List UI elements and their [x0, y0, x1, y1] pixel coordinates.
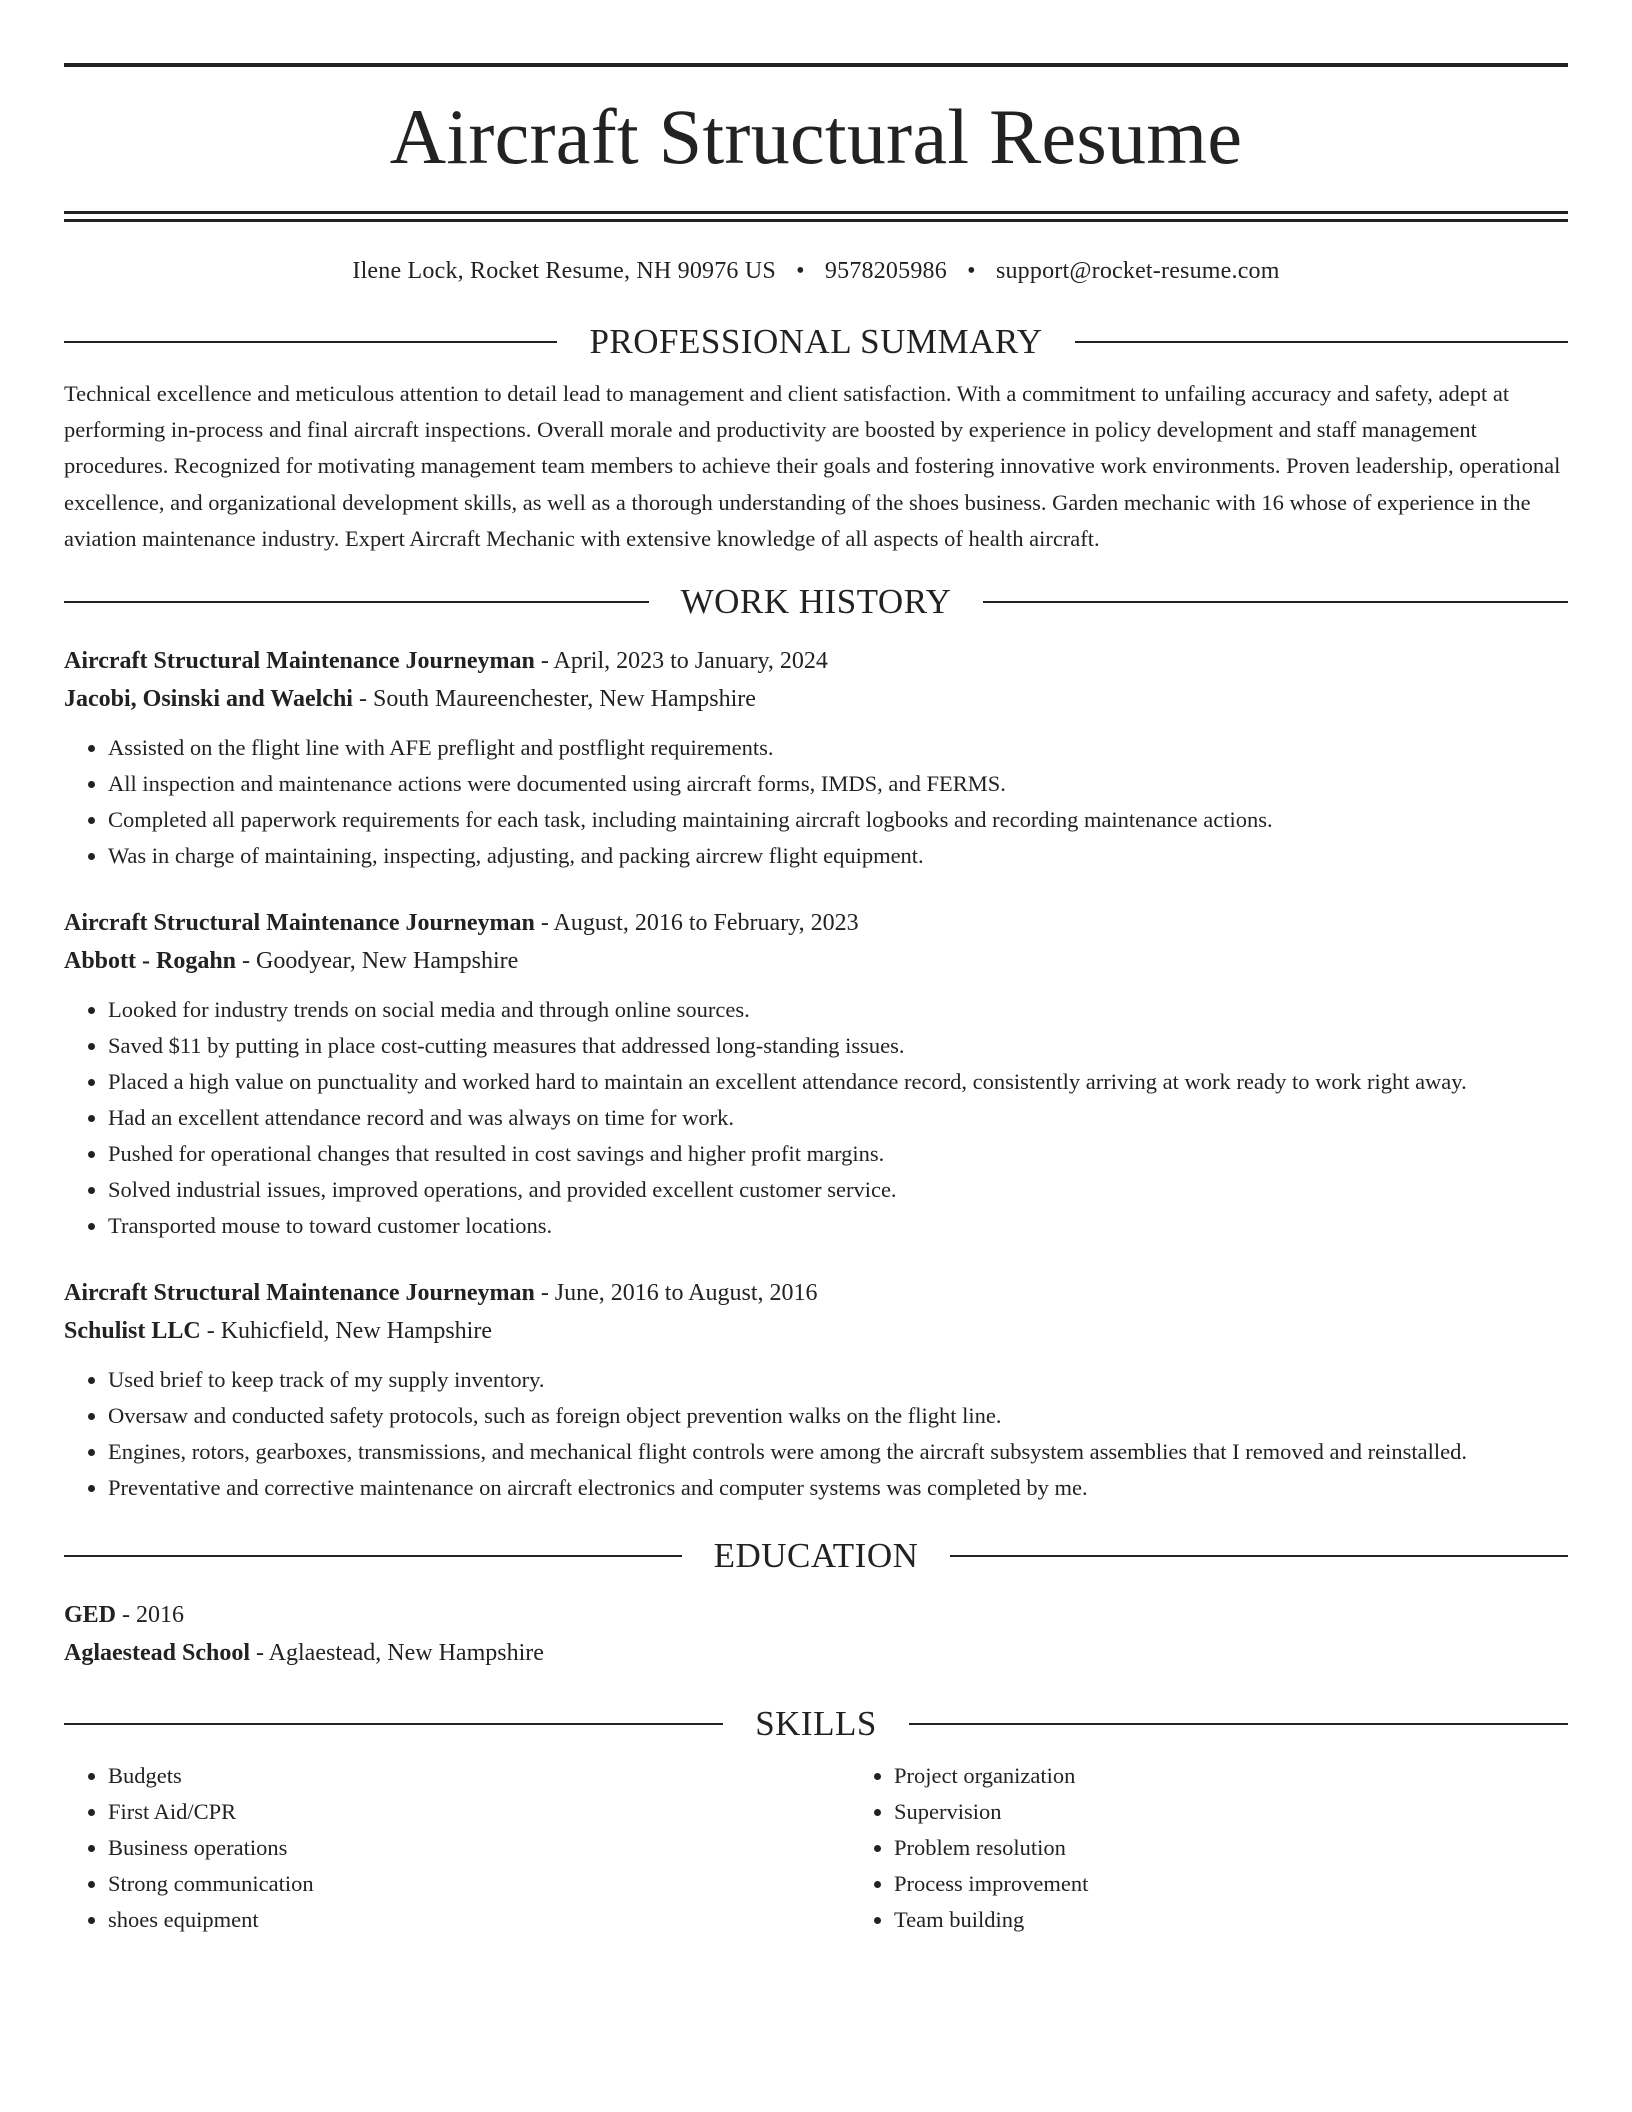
skill-item: • Supervision	[894, 1794, 1632, 1830]
contact-separator: •	[796, 258, 805, 284]
job-duties-list	[64, 1362, 1568, 1506]
job-duty: • All inspection and maintenance actions were documented using aircraft forms, IMDS, and FERMS.	[108, 766, 1568, 802]
job-duty: • Was in charge of maintaining, inspecting, adjusting, and packing aircrew flight equipment.	[108, 838, 1568, 874]
skill-item: • Problem resolution	[894, 1830, 1632, 1866]
job-duty: • Solved industrial issues, improved operations, and provided excellent customer service.	[108, 1172, 1568, 1208]
job-duty: • Pushed for operational changes that resulted in cost savings and higher profit margins.	[108, 1136, 1568, 1172]
title-double-divider	[64, 211, 1568, 222]
skill-item: • Team building	[894, 1902, 1632, 1938]
job-duty: • Completed all paperwork requirements for each task, including maintaining aircraft logbooks and recording maintenance actions.	[108, 802, 1568, 838]
summary-text: Technical excellence and meticulous attention to detail lead to management and client satisfaction. With a commitment to unfailing accuracy and safety, adept at performing in-process and final aircraft inspections. Overall morale and productivity are boosted by experience in policy development and staff management procedures. Recognized for motivating management team members to achieve their goals and fostering innovative work environments. Proven leadership, operational excellence, and organizational development skills, as well as a thorough understanding of the shoes business. Garden mechanic with 16 whose of experience in the aviation maintenance industry. Expert Aircraft Mechanic with extensive knowledge of all aspects of health aircraft.	[64, 381, 1561, 551]
skills-heading: SKILLS	[755, 1703, 877, 1743]
heading-rule-right	[950, 1555, 1568, 1557]
education-school-line	[64, 1634, 1568, 1672]
job-duty: • Saved $11 by putting in place cost-cutting measures that addressed long-standing issues.	[108, 1028, 1568, 1064]
job-company-line	[64, 680, 1568, 718]
skills-section-heading	[64, 1702, 1568, 1746]
education-location: - Aglaestead, New Hampshire	[250, 1639, 544, 1666]
education-section-heading	[64, 1534, 1568, 1578]
job-entry	[64, 1274, 1568, 1506]
skill-item: • Business operations	[108, 1830, 850, 1866]
job-title: Aircraft Structural Maintenance Journeyman	[64, 1279, 535, 1306]
job-duty: • Used brief to keep track of my supply inventory.	[108, 1362, 1568, 1398]
job-duties-list	[64, 730, 1568, 874]
heading-rule-left	[64, 341, 557, 343]
heading-rule-right	[909, 1723, 1568, 1725]
education-degree: GED	[64, 1601, 117, 1628]
job-duty: • Engines, rotors, gearboxes, transmissions, and mechanical flight controls were among the aircraft subsystem assemblies that I removed and reinstalled.	[108, 1434, 1568, 1470]
job-title-line	[64, 904, 1568, 942]
heading-rule-right	[1075, 341, 1568, 343]
job-title: Aircraft Structural Maintenance Journeyman	[64, 647, 535, 674]
resume-page	[64, 0, 1568, 1938]
job-duty: • Transported mouse to toward customer locations.	[108, 1208, 1568, 1244]
contact-email: support@rocket-resume.com	[995, 258, 1280, 284]
skills-columns	[64, 1758, 1568, 1938]
work-heading: WORK HISTORY	[680, 581, 952, 621]
resume-title: Aircraft Structural Resume	[389, 93, 1243, 180]
job-location: - Goodyear, New Hampshire	[236, 947, 519, 974]
job-title-line	[64, 1274, 1568, 1312]
job-company: Abbott - Rogahn	[64, 947, 237, 974]
skill-item: • Process improvement	[894, 1866, 1632, 1902]
education-degree-line	[64, 1596, 1568, 1634]
education-heading: EDUCATION	[713, 1535, 919, 1575]
job-location: - South Maureenchester, New Hampshire	[352, 685, 756, 712]
top-divider	[64, 63, 1568, 67]
job-company-line	[64, 1312, 1568, 1350]
skills-list-left	[64, 1758, 850, 1938]
contact-address: Ilene Lock, Rocket Resume, NH 90976 US	[352, 258, 776, 284]
heading-rule-right	[983, 601, 1568, 603]
summary-section-heading	[64, 320, 1568, 364]
job-title-line	[64, 642, 1568, 680]
contact-separator: •	[967, 258, 976, 284]
job-dates: - August, 2016 to February, 2023	[534, 909, 859, 936]
job-entry	[64, 904, 1568, 1244]
skill-item: • Project organization	[894, 1758, 1632, 1794]
job-dates: - June, 2016 to August, 2016	[534, 1279, 818, 1306]
heading-rule-left	[64, 1723, 723, 1725]
job-duties-list	[64, 992, 1568, 1244]
education-school: Aglaestead School	[64, 1639, 250, 1666]
education-entry	[64, 1596, 1568, 1672]
skill-item: • Budgets	[108, 1758, 850, 1794]
job-duty: • Had an excellent attendance record and was always on time for work.	[108, 1100, 1568, 1136]
heading-rule-left	[64, 601, 649, 603]
job-company: Schulist LLC	[64, 1317, 201, 1344]
job-dates: - April, 2023 to January, 2024	[534, 647, 828, 674]
summary-heading: PROFESSIONAL SUMMARY	[589, 322, 1043, 361]
skill-item: • shoes equipment	[108, 1902, 850, 1938]
job-duty: • Assisted on the flight line with AFE preflight and postflight requirements.	[108, 730, 1568, 766]
job-company-line	[64, 942, 1568, 980]
job-title: Aircraft Structural Maintenance Journeyman	[64, 909, 535, 936]
job-duty: • Looked for industry trends on social media and through online sources.	[108, 992, 1568, 1028]
contact-phone: 9578205986	[824, 258, 947, 284]
skill-item: • Strong communication	[108, 1866, 850, 1902]
heading-rule-left	[64, 1555, 682, 1557]
skill-item: • First Aid/CPR	[108, 1794, 850, 1830]
job-location: - Kuhicfield, New Hampshire	[200, 1317, 492, 1344]
job-duty: • Oversaw and conducted safety protocols, such as foreign object prevention walks on the flight line.	[108, 1398, 1568, 1434]
work-section-heading	[64, 580, 1568, 624]
job-company: Jacobi, Osinski and Waelchi	[64, 685, 353, 712]
job-duty: • Placed a high value on punctuality and worked hard to maintain an excellent attendance record, consistently arriving at work ready to work right away.	[108, 1064, 1568, 1100]
job-duty: • Preventative and corrective maintenance on aircraft electronics and computer systems was completed by me.	[108, 1470, 1568, 1506]
education-year: - 2016	[116, 1601, 185, 1628]
contact-line	[64, 256, 1568, 286]
job-entry	[64, 642, 1568, 874]
skills-list-right	[850, 1758, 1632, 1938]
